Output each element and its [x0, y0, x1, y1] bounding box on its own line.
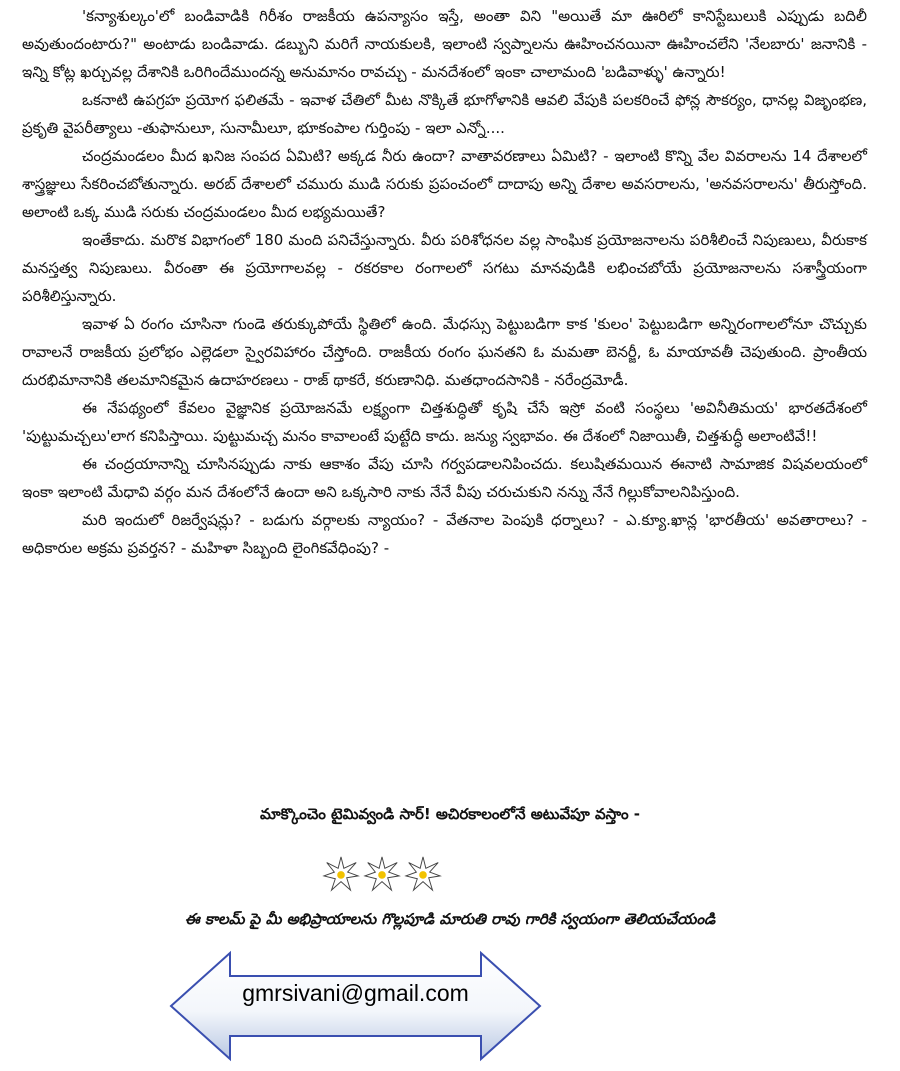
paragraph: ఒకనాటి ఉపగ్రహ ప్రయోగ ఫలితమే - ఇవాళ చేతిలో మీట నొక్కితే భూగోళానికి ఆవలి వేపుకి పలకరించే ఫోన్ల సౌకర్యం, ధానల్ల విజృంభణ, ప్రకృతి వైపరీత్యాలు -తుఫానులూ, సునామీలూ, భూకంపాల గుర్తింపు - ఇలా ఎన్నో....: [22, 91, 867, 137]
paragraph: ఇంతేకాదు. మరొక విభాగంలో 180 మంది పనిచేస్తున్నారు. వీరు పరిశోధనల వల్ల సాంఘిక ప్రయోజనాలను పరిశీలించే నిపుణులు, వీరుకాక మనస్తత్వ నిపుణులు. వీరంతా ఈ ప్రయోగాలవల్ల - రకరకాల రంగాలలో సగటు మానవుడికి లభించబోయే ప్రయోజనాలను సశాస్త్రీయంగా పరిశీలిస్తున్నారు.: [22, 231, 867, 305]
closing-line: మాక్కొంచెం టైమివ్వండి సార్! అచిరకాలంలోనే అటువేపూ వస్తాం -: [259, 805, 641, 823]
sparkle-icon: [322, 855, 360, 893]
sparkle-icon: [363, 855, 401, 893]
sparkle-icon: [404, 855, 442, 893]
paragraph: ఈ చంద్రయానాన్ని చూసినప్పుడు నాకు ఆకాశం వేపు చూసి గర్వపడాలనిపించదు. కలుషితమయిన ఈనాటి సామాజిక విషవలయంలో ఇంకా ఇలాంటి మేధావి వర్గం మన దేశంలోనే ఉందా అని ఒక్కసారి నాకు నేనే వీపు చరుచుకుని నన్ను నేనే గిల్లుకోవాలనిపిస్తుంది.: [22, 455, 867, 501]
paragraph: మరి ఇందులో రిజర్వేషన్లు? - బడుగు వర్గాలకు న్యాయం? - వేతనాల పెంపుకి ధర్నాలు? - ఎ.క్యూ.ఖాన్ల 'భారతీయ' అవతారాలు? - అధికారుల అక్రమ ప్రవర్తన? - మహిళా సిబ్బంది లైంగికవేధింపు? -: [22, 511, 867, 557]
paragraph: ఇవాళ ఏ రంగం చూసినా గుండె తరుక్కుపోయే స్థితిలో ఉంది. మేధస్సు పెట్టుబడిగా కాక 'కులం' పెట్టుబడిగా అన్నిరంగాలలోనూ చొచ్చుకు రావాలనే రాజకీయ ప్రలోభం ఎల్లెడలా స్వైరవిహారం చేస్తోంది. రాజకీయ రంగం ఘనతని ఓ మమతా బెనర్జీ, ఓ మాయావతీ చెపుతుంది. ప్రాంతీయ దురభిమానానికి తలమానికమైన ఉదాహరణలు - రాజ్ థాకరే, కరుణానిధి. మతధాందసానికి - నరేంద్రమోడీ.: [22, 315, 867, 389]
paragraph: 'కన్యాశుల్కం'లో బండివాడికి గిరీశం రాజకీయ ఉపన్యాసం ఇస్తే, అంతా విని "అయితే మా ఊరిలో కానిస్టేబులుకి ఎప్పుడు బదిలీ అవుతుందంటారు?" అంటాడు బండివాడు. డబ్బుని మరిగే నాయకులకి, ఇలాంటి స్వప్నాలను ఊహించనయినా ఊహించలేని 'నేలబారు' జనానికి - ఇన్ని కోట్ల ఖర్చువల్ల దేశానికి ఒరిగిందేముందన్న అనుమానం రావచ్చు - మనదేశంలో ఇంకా చాలామంది 'బడివాళ్ళు' ఉన్నారు!: [22, 7, 867, 81]
paragraph: చంద్రమండలం మీద ఖనిజ సంపద ఏమిటి? అక్కడ నీరు ఉందా? వాతావరణాలు ఏమిటి? - ఇలాంటి కొన్ని వేల వివరాలను 14 దేశాలలో శాస్త్రజ్ఞులు సేకరించబోతున్నారు. అరబ్ దేశాలలో చమురు ముడి సరుకు ప్రపంచంలో దాదాపు అన్ని దేశాల అవసరాలను, 'అనవసరాలను' తీరుస్తోంది. అలాంటి ఒక్క ముడి సరుకు చంద్రమండలం మీద లభ్యమయితే?: [22, 147, 867, 221]
paragraph: ఈ నేపథ్యంలో కేవలం వైజ్ఞానిక ప్రయోజనమే లక్ష్యంగా చిత్తశుద్ధితో కృషి చేసే ఇస్రో వంటి సంస్థలు 'అవినీతిమయ' భారతదేశంలో 'పుట్టుమచ్చలు'లాగ కనిపిస్తాయి. పుట్టుమచ్చ మనం కావాలంటే పుట్టేది కాదు. జన్యు స్వభావం. ఈ దేశంలో నిజాయితీ, చిత్తశుద్ధీ అలాంటివే!!: [22, 399, 867, 445]
ornament-divider: [322, 852, 442, 896]
feedback-invitation: ఈ కాలమ్ పై మీ అభిప్రాయాలను గొల్లపూడి మారుతి రావు గారికి స్వయంగా తెలియచేయండి: [184, 910, 716, 928]
article-body: [22, 2, 867, 562]
email-address[interactable]: gmrsivani@gmail.com: [242, 980, 469, 1006]
